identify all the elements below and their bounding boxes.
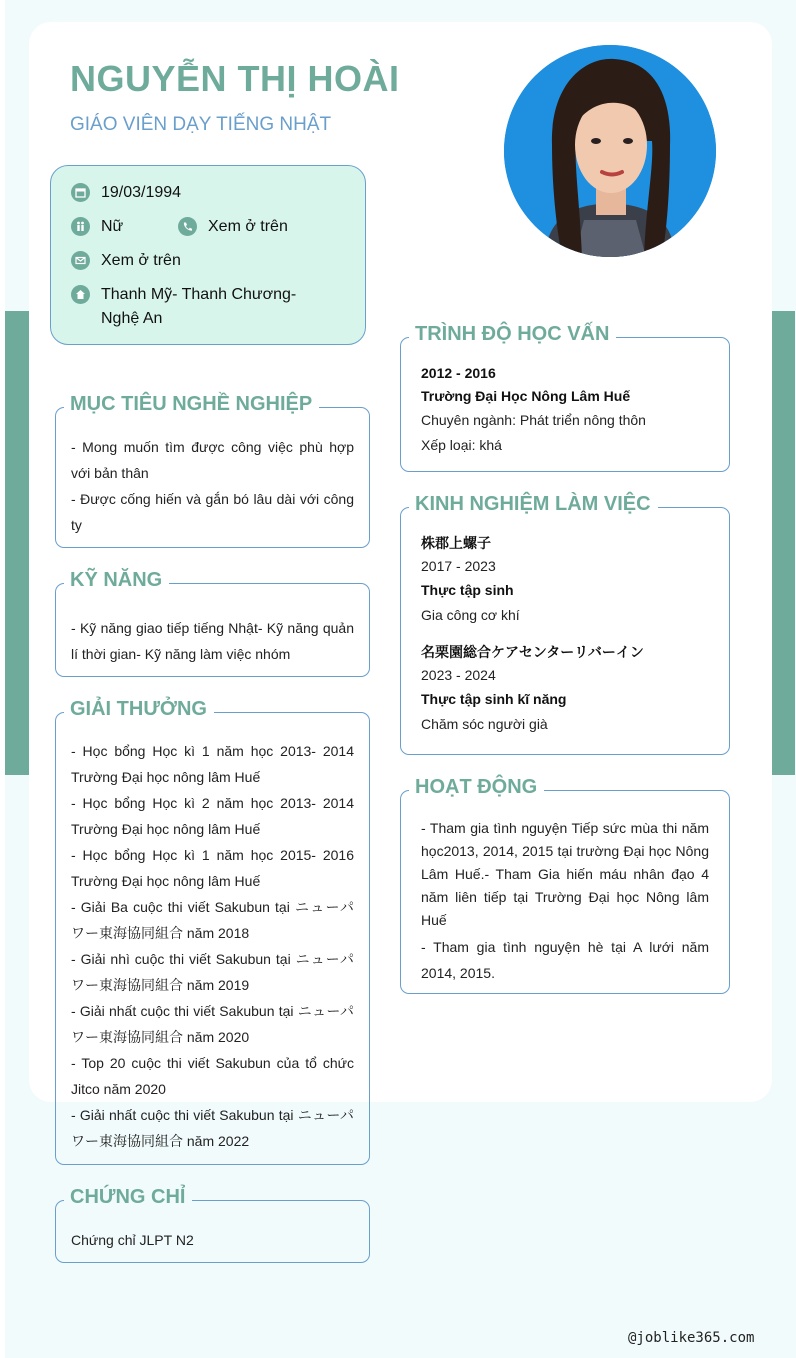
experience-company: 名栗園総合ケアセンターリバーイン xyxy=(421,644,644,660)
gender-icon xyxy=(71,217,90,236)
career-goal-item: - Được cống hiến và gắn bó lâu dài với công ty xyxy=(71,491,354,533)
experience-title: KINH NGHIỆM LÀM VIỆC xyxy=(409,489,658,519)
career-goal-title: MỤC TIÊU NGHỀ NGHIỆP xyxy=(64,389,319,419)
experience-period: 2017 - 2023 xyxy=(421,558,496,574)
profile-photo xyxy=(504,45,716,257)
site-watermark: @joblike365.com xyxy=(628,1330,755,1346)
award-item: - Giải Ba cuộc thi viết Sakubun tại ニューパワー東海協同組合 năm 2018 xyxy=(71,899,354,941)
activity-item: - Tham gia tình nguyện hè tại A lưới năm 2014, 2015. xyxy=(421,939,709,981)
activities-title: HOẠT ĐỘNG xyxy=(409,772,544,802)
gender-row xyxy=(71,215,288,239)
certificate-item: Chứng chỉ JLPT N2 xyxy=(71,1232,194,1248)
skills-body xyxy=(71,615,354,667)
experience-item xyxy=(421,641,714,737)
activity-item: - Tham gia tình nguyện Tiếp sức mùa thi năm học2013, 2014, 2015 tại trường Đại học Nông Lâm Huế.- Tham Gia hiến máu nhân đạo 4 năm liên tiếp tại Trường Đại học Nông lâm Huế xyxy=(421,820,709,928)
decorative-strip-right xyxy=(772,311,795,775)
gender-value: Nữ xyxy=(101,218,124,235)
education-grade: Xếp loại: khá xyxy=(421,437,502,453)
award-item: - Top 20 cuộc thi viết Sakubun của tổ chức Jitco năm 2020 xyxy=(71,1055,354,1097)
certificates-title: CHỨNG CHỈ xyxy=(64,1182,192,1212)
activities-section xyxy=(400,776,730,994)
birthdate-row xyxy=(71,181,181,205)
education-school: Trường Đại Học Nông Lâm Huế xyxy=(421,388,631,404)
address-row xyxy=(71,283,321,331)
skills-title: KỸ NĂNG xyxy=(64,565,169,595)
certificates-body xyxy=(71,1227,354,1253)
experience-company: 株郡上螺子 xyxy=(421,535,491,551)
calendar-icon xyxy=(71,183,90,202)
address-value: Thanh Mỹ- Thanh Chương- Nghệ An xyxy=(101,286,297,327)
experience-description: Chăm sóc người già xyxy=(421,716,548,732)
award-item: - Học bổng Học kì 1 năm học 2013- 2014 Trường Đại học nông lâm Huế xyxy=(71,743,354,785)
education-title: TRÌNH ĐỘ HỌC VẤN xyxy=(409,319,616,349)
career-goal-item: - Mong muốn tìm được công việc phù hợp với bản thân xyxy=(71,439,354,481)
experience-description: Gia công cơ khí xyxy=(421,607,520,623)
certificates-section xyxy=(55,1186,370,1263)
education-section xyxy=(400,323,730,472)
email-row xyxy=(71,249,181,273)
award-item: - Giải nhì cuộc thi viết Sakubun tại ニューパワー東海協同組合 năm 2019 xyxy=(71,951,354,993)
award-item: - Học bổng Học kì 1 năm học 2015- 2016 Trường Đại học nông lâm Huế xyxy=(71,847,354,889)
career-goal-body xyxy=(71,434,354,538)
award-item: - Giải nhất cuộc thi viết Sakubun tại ニューパワー東海協同組合 năm 2020 xyxy=(71,1003,354,1045)
award-item: - Học bổng Học kì 2 năm học 2013- 2014 Trường Đại học nông lâm Huế xyxy=(71,795,354,837)
skills-item: - Kỹ năng giao tiếp tiếng Nhật- Kỹ năng quản lí thời gian- Kỹ năng làm việc nhóm xyxy=(71,620,354,662)
phone-value: Xem ở trên xyxy=(208,218,288,235)
award-item: - Giải nhất cuộc thi viết Sakubun tại ニューパワー東海協同組合 năm 2022 xyxy=(71,1107,354,1149)
experience-body xyxy=(421,532,714,737)
skills-section xyxy=(55,569,370,677)
email-value: Xem ở trên xyxy=(101,252,181,269)
awards-body xyxy=(71,738,354,1154)
birthdate-value: 19/03/1994 xyxy=(101,184,182,201)
home-icon xyxy=(71,285,90,304)
phone-icon xyxy=(178,217,197,236)
education-body xyxy=(421,362,714,458)
candidate-name: NGUYỄN THỊ HOÀI xyxy=(70,58,400,99)
career-goal-section xyxy=(55,393,370,548)
experience-period: 2023 - 2024 xyxy=(421,667,496,683)
awards-title: GIẢI THƯỞNG xyxy=(64,694,214,724)
experience-position: Thực tập sinh xyxy=(421,582,514,598)
awards-section xyxy=(55,698,370,1165)
contact-box xyxy=(50,165,366,345)
job-title: GIÁO VIÊN DẠY TIẾNG NHẬT xyxy=(70,114,332,135)
decorative-strip-left xyxy=(5,311,30,775)
experience-item xyxy=(421,532,714,628)
experience-position: Thực tập sinh kĩ năng xyxy=(421,691,567,707)
education-period: 2012 - 2016 xyxy=(421,365,496,381)
activities-body xyxy=(421,817,709,986)
education-major: Chuyên ngành: Phát triển nông thôn xyxy=(421,412,646,428)
portrait-illustration xyxy=(504,45,716,257)
experience-section xyxy=(400,493,730,755)
envelope-icon xyxy=(71,251,90,270)
